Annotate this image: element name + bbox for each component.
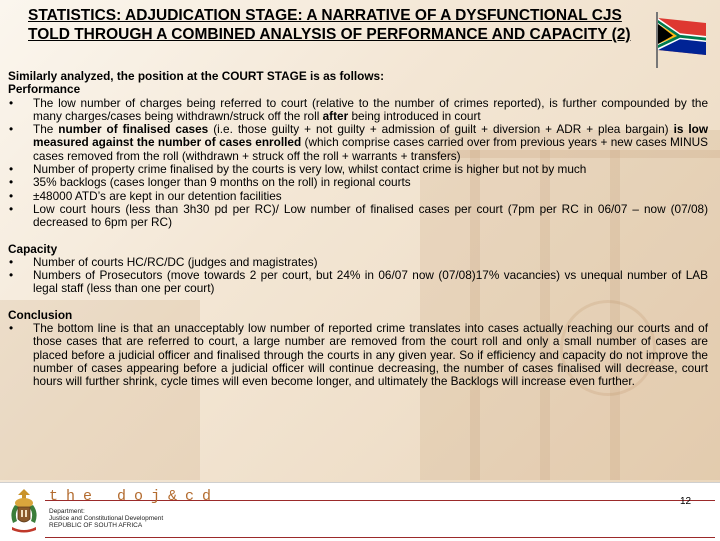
- list-item: • 35% backlogs (cases longer than 9 months on the roll) in regional courts: [8, 176, 708, 189]
- brand-wordmark: the doj&cd: [49, 488, 220, 505]
- list-item: [8, 123, 708, 163]
- capacity-heading: Capacity: [8, 241, 58, 256]
- department-name: [49, 508, 189, 529]
- conclusion-list: [8, 322, 708, 388]
- list-item: • Low court hours (less than 3h30 pd per RC)/ Low number of finalised cases per court (7pm per RC in 06/07 – now (07/08) decreased to 6pm per RC): [8, 203, 708, 230]
- list-item: • Numbers of Prosecutors (move towards 2 per court, but 24% in 06/07 now (07/08)17% vacancies) vs unequal number of LAB legal staff (less than one per court): [8, 269, 708, 296]
- list-item: [8, 97, 708, 124]
- bullet-text: The: [33, 122, 59, 137]
- conclusion-heading: Conclusion: [8, 307, 73, 322]
- bullet-text: The low number of charges being referred to court (relative to the number of crimes reported), is further compounded by the many charges/cases being withdrawn/struck off the roll: [33, 95, 708, 123]
- list-item: • ±48000 ATD’s are kept in our detention facilities: [8, 190, 708, 203]
- performance-heading: Performance: [8, 82, 81, 97]
- bullet-emphasis: number of finalised cases: [58, 122, 209, 137]
- department-line: Department:: [49, 508, 85, 515]
- bullet-text: (which comprise cases carried over from previous years + new cases MINUS cases removed from the roll (withdrawn + struck off the roll + warrants + transfers): [33, 135, 708, 163]
- department-line: REPUBLIC OF SOUTH AFRICA: [49, 522, 143, 529]
- list-item: • Number of courts HC/RC/DC (judges and magistrates): [8, 256, 708, 269]
- bullet-emphasis: is low measured against the number of cases enrolled: [33, 122, 709, 150]
- south-africa-flag-icon: [649, 8, 711, 70]
- bullet-text: being introduced in court: [348, 108, 481, 123]
- bullet-emphasis: after: [322, 108, 349, 123]
- intro-text: Similarly analyzed, the position at the COURT STAGE is as follows:: [8, 69, 385, 83]
- bullet-text: (i.e. those guilty + not guilty + admission of guilt + diversion + ADR + plea bargain): [208, 122, 674, 137]
- page-number: 12: [680, 496, 692, 507]
- performance-list: [8, 97, 708, 230]
- department-line: Justice and Constitutional Development: [49, 515, 164, 522]
- capacity-list: [8, 256, 708, 296]
- slide-title: STATISTICS: ADJUDICATION STAGE: A NARRATIVE OF A DYSFUNCTIONAL CJS TOLD THROUGH A COMBINED ANALYSIS OF PERFORMANCE AND CAPACITY (2): [28, 7, 631, 43]
- footer-divider: [45, 537, 715, 538]
- slide-body: [8, 70, 708, 389]
- list-item: • Number of property crime finalised by the courts is very low, whilst contact crime is higher but not by much: [8, 163, 708, 176]
- coat-of-arms-icon: [6, 487, 42, 535]
- list-item: • The bottom line is that an unacceptably low number of reported crime translates into cases actually reaching our courts and of those cases that are referred to court, a large number are removed from the court roll and only a small number of cases are placed before a judicial officer and finalised through the courts in any given year. So if efficiency and capacity do not improve the number of cases appearing before a judicial officer will continue decreasing, the number of cases finalised will decrease, court hours will further shrink, cycle times will even become longer, and ultimately the Backlogs will increase even further.: [8, 322, 708, 388]
